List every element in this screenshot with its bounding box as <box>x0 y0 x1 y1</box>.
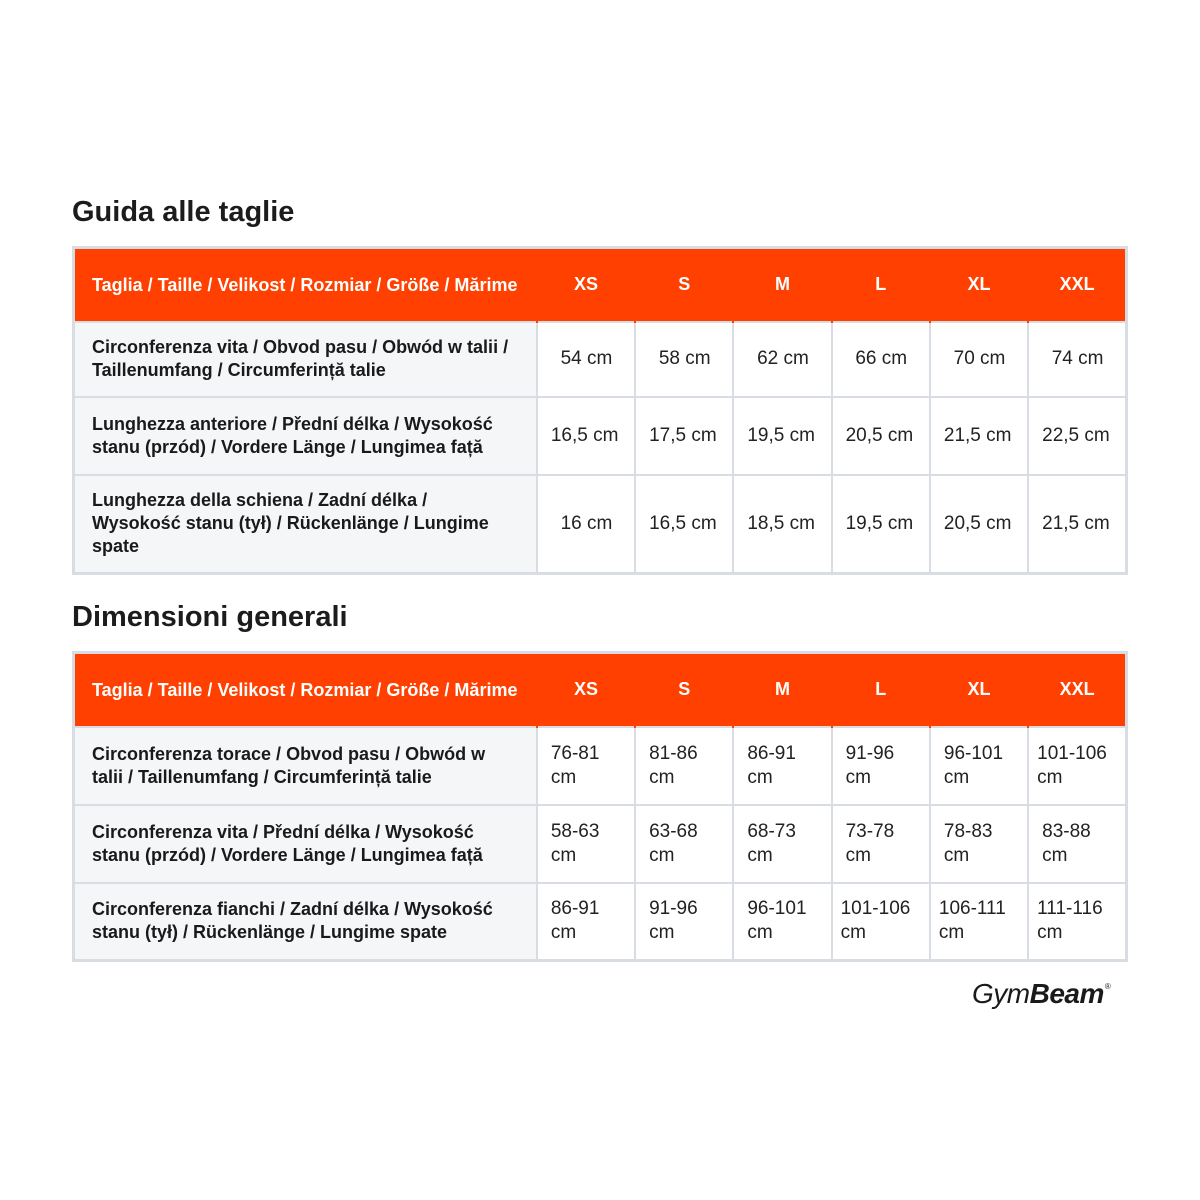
value-cell: 78-83 cm <box>930 805 1028 883</box>
value-cell: 111-116 cm <box>1028 883 1126 961</box>
value-cell: 86-91 cm <box>537 883 635 961</box>
value-cell: 66 cm <box>832 322 930 397</box>
general-dimensions-title: Dimensioni generali <box>72 601 348 633</box>
value-cell: 17,5 cm <box>635 397 733 475</box>
value-cell: 58-63 cm <box>537 805 635 883</box>
value-cell: 68-73 cm <box>733 805 831 883</box>
value-cell: 20,5 cm <box>832 397 930 475</box>
size-header-m: M <box>733 248 831 322</box>
size-header-xl: XL <box>930 248 1028 322</box>
row-label: Lunghezza anteriore / Přední délka / Wysokość stanu (przód) / Vordere Länge / Lungimea față <box>74 397 537 475</box>
value-cell: 18,5 cm <box>733 475 831 574</box>
value-cell: 96-101 cm <box>733 883 831 961</box>
size-header-l: L <box>832 248 930 322</box>
size-header-xl: XL <box>930 653 1028 727</box>
value-cell: 58 cm <box>635 322 733 397</box>
size-guide-table <box>72 246 1128 575</box>
size-guide-title: Guida alle taglie <box>72 196 295 228</box>
size-header-l: L <box>832 653 930 727</box>
value-cell: 70 cm <box>930 322 1028 397</box>
table-row <box>74 727 1127 805</box>
table-row <box>74 883 1127 961</box>
value-cell: 91-96 cm <box>635 883 733 961</box>
size-header-s: S <box>635 248 733 322</box>
value-cell: 74 cm <box>1028 322 1126 397</box>
value-cell: 106-111 cm <box>930 883 1028 961</box>
size-header-xxl: XXL <box>1028 653 1126 727</box>
value-cell: 16 cm <box>537 475 635 574</box>
value-cell: 81-86 cm <box>635 727 733 805</box>
size-header-xxl: XXL <box>1028 248 1126 322</box>
logo-text-beam: Beam <box>1029 978 1104 1009</box>
size-header-s: S <box>635 653 733 727</box>
value-cell: 86-91 cm <box>733 727 831 805</box>
table-header-row <box>74 653 1127 727</box>
value-cell: 16,5 cm <box>635 475 733 574</box>
value-cell: 63-68 cm <box>635 805 733 883</box>
value-cell: 54 cm <box>537 322 635 397</box>
value-cell: 19,5 cm <box>733 397 831 475</box>
row-label: Circonferenza vita / Přední délka / Wysokość stanu (przód) / Vordere Länge / Lungimea față <box>74 805 537 883</box>
row-label: Circonferenza fianchi / Zadní délka / Wysokość stanu (tył) / Rückenlänge / Lungime spate <box>74 883 537 961</box>
table-row <box>74 475 1127 574</box>
size-header-xs: XS <box>537 653 635 727</box>
table-row <box>74 397 1127 475</box>
value-cell: 96-101 cm <box>930 727 1028 805</box>
size-header-label: Taglia / Taille / Velikost / Rozmiar / Größe / Mărime <box>74 248 537 322</box>
table-row <box>74 805 1127 883</box>
value-cell: 101-106 cm <box>1028 727 1126 805</box>
value-cell: 22,5 cm <box>1028 397 1126 475</box>
table-row <box>74 322 1127 397</box>
row-label: Lunghezza della schiena / Zadní délka / Wysokość stanu (tył) / Rückenlänge / Lungime spate <box>74 475 537 574</box>
value-cell: 73-78 cm <box>832 805 930 883</box>
value-cell: 76-81 cm <box>537 727 635 805</box>
value-cell: 62 cm <box>733 322 831 397</box>
value-cell: 16,5 cm <box>537 397 635 475</box>
general-dimensions-table <box>72 651 1128 962</box>
gymbeam-logo <box>972 978 1132 1018</box>
value-cell: 91-96 cm <box>832 727 930 805</box>
row-label: Circonferenza vita / Obvod pasu / Obwód w talii / Taillenumfang / Circumferință talie <box>74 322 537 397</box>
value-cell: 83-88 cm <box>1028 805 1126 883</box>
value-cell: 21,5 cm <box>930 397 1028 475</box>
size-header-m: M <box>733 653 831 727</box>
registered-mark: ® <box>1104 982 1111 991</box>
row-label: Circonferenza torace / Obvod pasu / Obwód w talii / Taillenumfang / Circumferință talie <box>74 727 537 805</box>
value-cell: 19,5 cm <box>832 475 930 574</box>
value-cell: 21,5 cm <box>1028 475 1126 574</box>
value-cell: 20,5 cm <box>930 475 1028 574</box>
size-header-label: Taglia / Taille / Velikost / Rozmiar / Größe / Mărime <box>74 653 537 727</box>
value-cell: 101-106 cm <box>832 883 930 961</box>
logo-text-gym: Gym <box>972 978 1030 1009</box>
size-header-xs: XS <box>537 248 635 322</box>
table-header-row <box>74 248 1127 322</box>
